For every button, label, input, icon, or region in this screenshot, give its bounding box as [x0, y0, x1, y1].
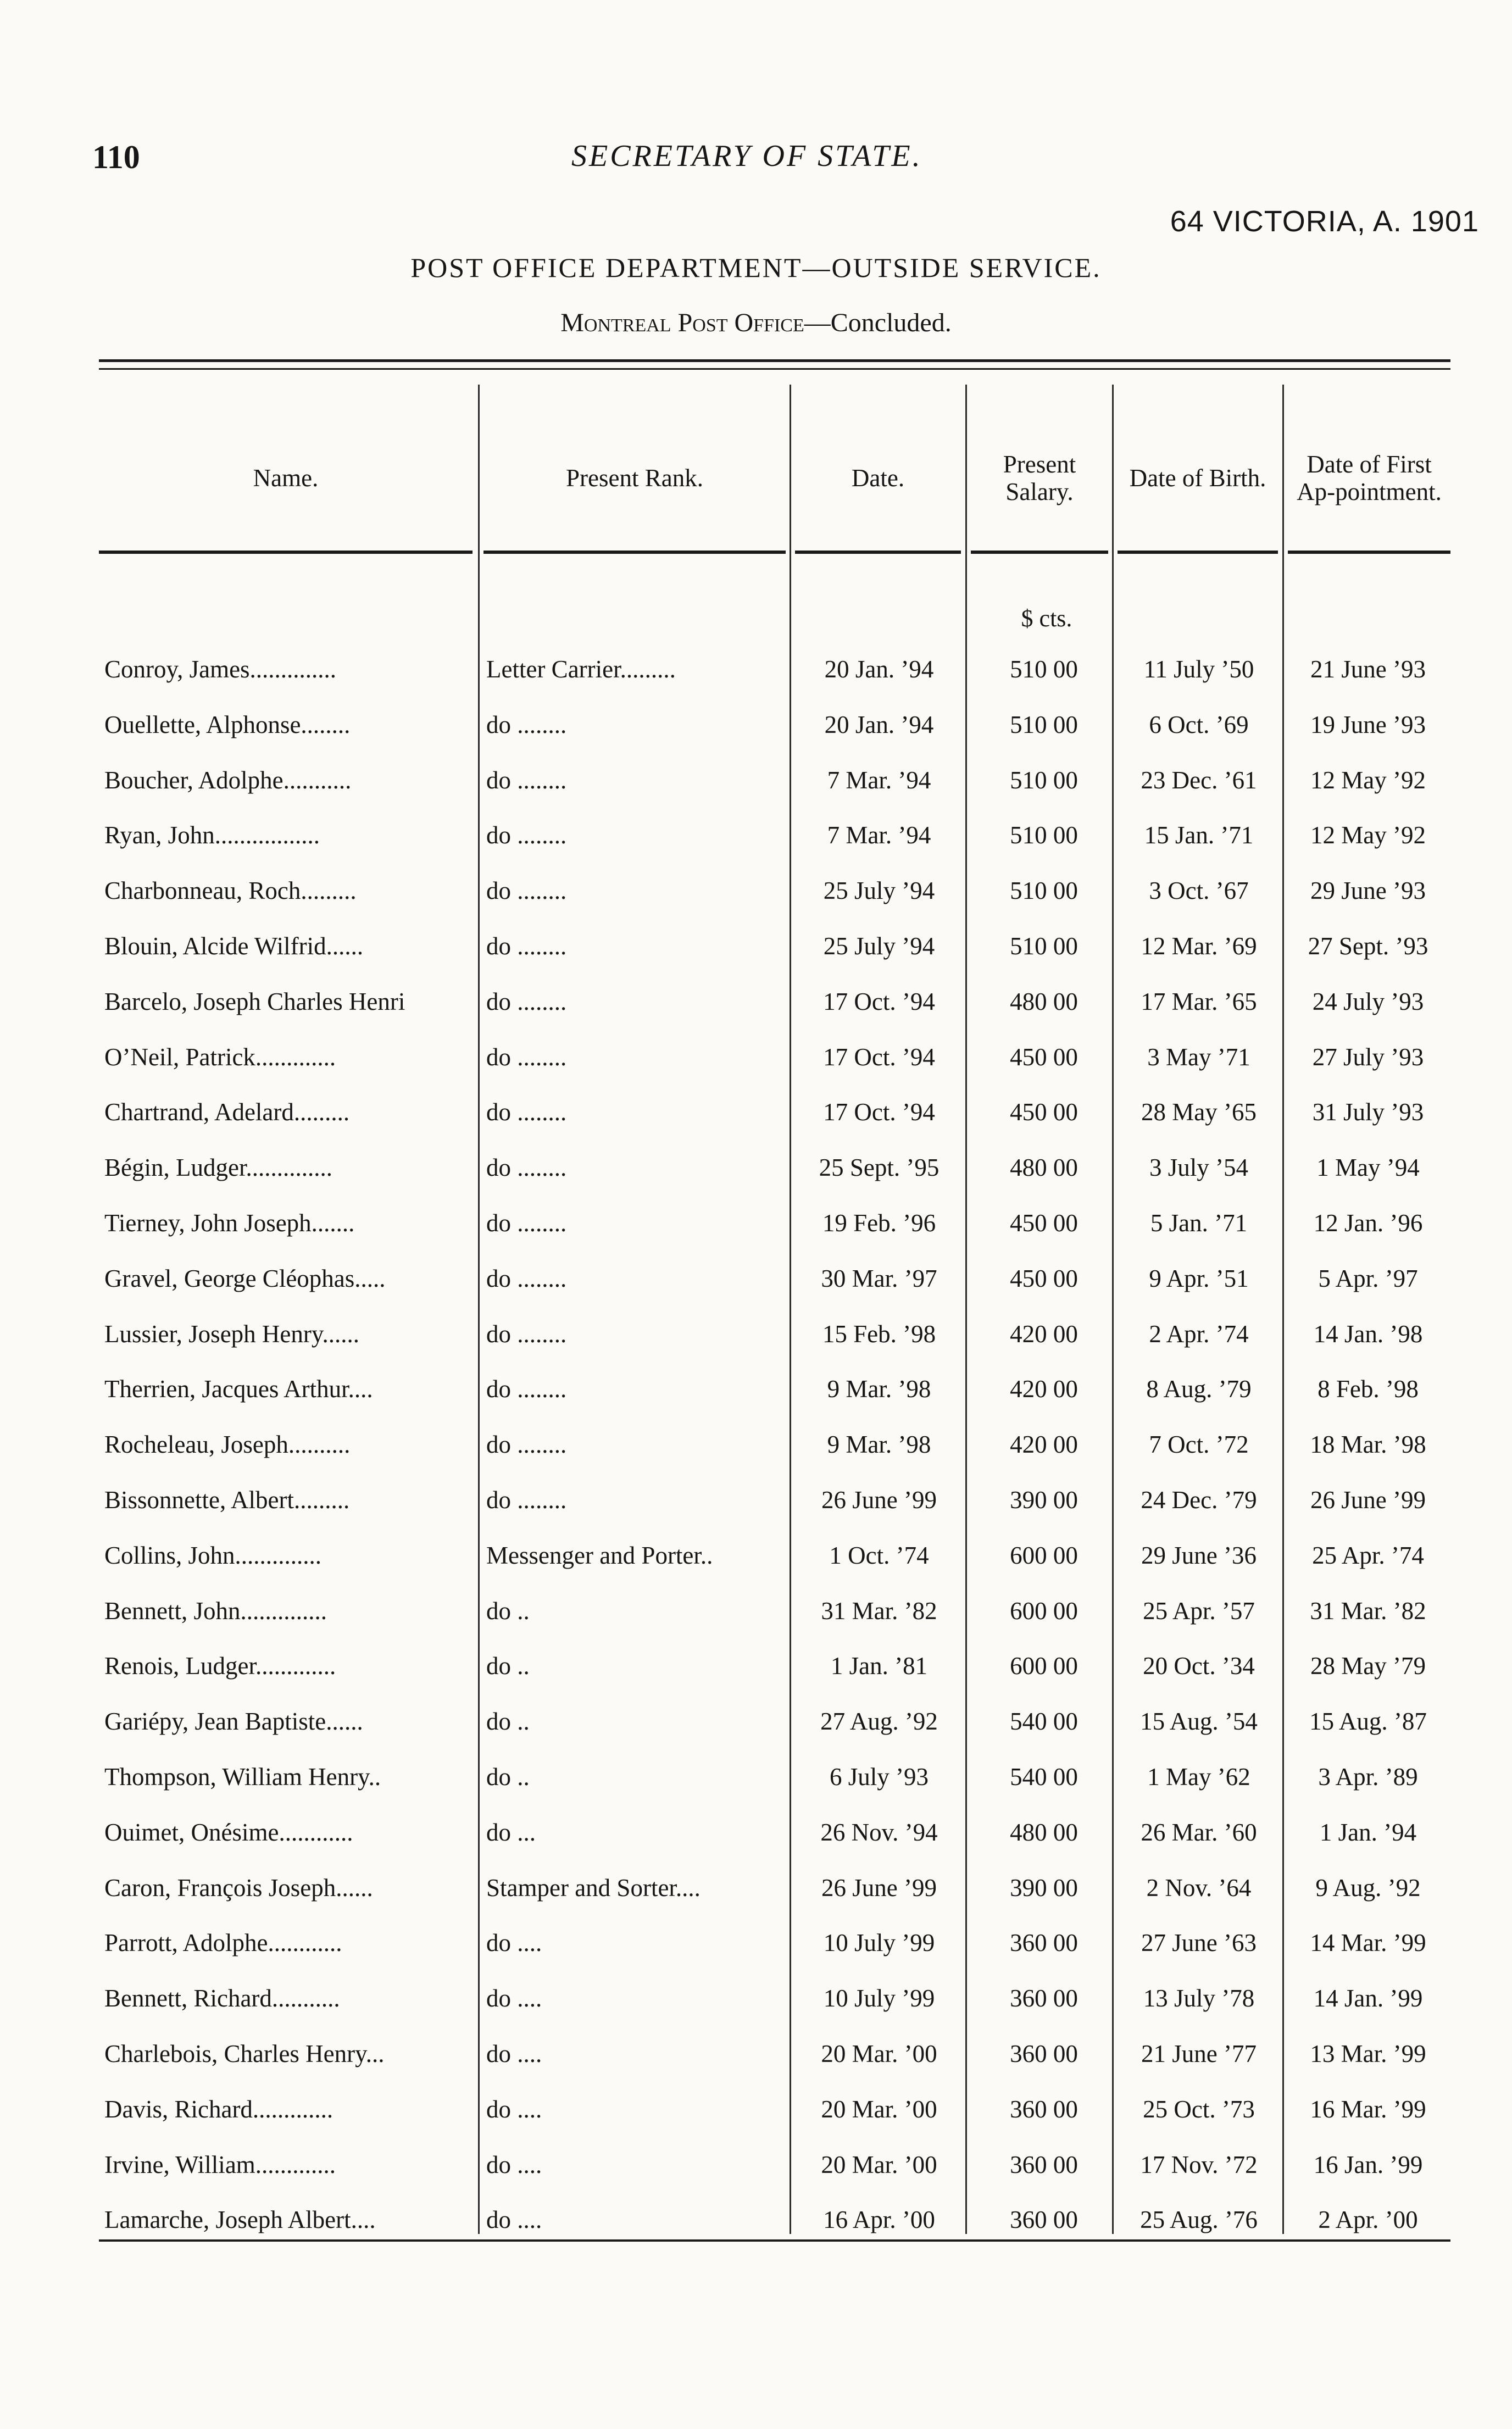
cell-rank: Letter Carrier......... — [486, 655, 676, 683]
cell-name: Bégin, Ludger.............. — [104, 1154, 332, 1182]
column-header-rank: Present Rank. — [566, 464, 703, 492]
cell-salary: 450 00 — [1010, 1209, 1078, 1237]
cell-name: Charlebois, Charles Henry... — [104, 2039, 385, 2067]
cell-salary: 510 00 — [1010, 710, 1078, 738]
table-row — [99, 1141, 1450, 1197]
cell-first: 24 July ’93 — [1312, 987, 1424, 1015]
cell-rank: do .... — [486, 1929, 542, 1957]
cell-salary: 390 00 — [1010, 1486, 1078, 1514]
table-row — [99, 1308, 1450, 1363]
cell-name: Gravel, George Cléophas..... — [104, 1264, 386, 1292]
cell-rank: do ........ — [486, 1209, 567, 1237]
cell-birth: 11 July ’50 — [1143, 655, 1254, 683]
cell-birth: 20 Oct. ’34 — [1143, 1652, 1255, 1680]
table-row — [99, 809, 1450, 864]
cell-salary: 540 00 — [1010, 1708, 1078, 1736]
header-separator — [971, 551, 1108, 554]
table-row — [99, 1363, 1450, 1418]
cell-date: 9 Mar. ’98 — [827, 1431, 931, 1459]
cell-name: O’Neil, Patrick............. — [104, 1043, 336, 1071]
cell-birth: 26 Mar. ’60 — [1141, 1818, 1257, 1846]
cell-name: Thompson, William Henry.. — [104, 1763, 381, 1791]
cell-birth: 17 Nov. ’72 — [1140, 2150, 1258, 2178]
cell-name: Ouimet, Onésime............ — [104, 1818, 353, 1846]
department-title: POST OFFICE DEPARTMENT—OUTSIDE SERVICE. — [410, 252, 1102, 283]
cell-date: 25 July ’94 — [823, 877, 935, 905]
cell-salary: 510 00 — [1010, 877, 1078, 905]
cell-date: 27 Aug. ’92 — [820, 1708, 938, 1736]
table-row — [99, 1806, 1450, 1861]
table-row — [99, 1750, 1450, 1806]
cell-name: Blouin, Alcide Wilfrid...... — [104, 932, 364, 960]
cell-salary: 480 00 — [1010, 1154, 1078, 1182]
cell-rank: do .... — [486, 2150, 542, 2178]
cell-birth: 2 Apr. ’74 — [1149, 1320, 1249, 1348]
cell-salary: 360 00 — [1010, 2095, 1078, 2123]
cell-date: 25 July ’94 — [823, 932, 935, 960]
cell-salary: 480 00 — [1010, 987, 1078, 1015]
cell-salary: 510 00 — [1010, 766, 1078, 794]
cell-rank: do ........ — [486, 932, 567, 960]
cell-birth: 9 Apr. ’51 — [1149, 1264, 1249, 1292]
cell-name: Conroy, James.............. — [104, 655, 337, 683]
cell-date: 20 Mar. ’00 — [821, 2150, 937, 2178]
cell-salary: 360 00 — [1010, 1929, 1078, 1957]
cell-name: Barcelo, Joseph Charles Henri — [104, 987, 405, 1015]
cell-first: 12 May ’92 — [1310, 766, 1426, 794]
cell-date: 31 Mar. ’82 — [821, 1597, 937, 1625]
cell-salary: 420 00 — [1010, 1320, 1078, 1348]
cell-date: 6 July ’93 — [830, 1763, 929, 1791]
cell-first: 14 Mar. ’99 — [1310, 1929, 1426, 1957]
cell-birth: 2 Nov. ’64 — [1146, 1874, 1252, 1902]
cell-birth: 21 June ’77 — [1141, 2039, 1257, 2067]
subtitle-concluded: —Concluded. — [804, 308, 952, 337]
cell-date: 20 Mar. ’00 — [821, 2095, 937, 2123]
cell-date: 17 Oct. ’94 — [823, 987, 935, 1015]
cell-rank: do ........ — [486, 710, 567, 738]
column-header-salary: Present Salary. — [1003, 450, 1076, 505]
cell-salary: 600 00 — [1010, 1652, 1078, 1680]
cell-rank: Messenger and Porter.. — [486, 1541, 713, 1569]
cell-name: Gariépy, Jean Baptiste...... — [104, 1708, 363, 1736]
cell-date: 17 Oct. ’94 — [823, 1043, 935, 1071]
cell-birth: 13 July ’78 — [1143, 1985, 1255, 2013]
table-bottom-rule — [99, 2239, 1450, 2242]
table-row — [99, 1585, 1450, 1640]
cell-first: 29 June ’93 — [1310, 877, 1426, 905]
cell-date: 7 Mar. ’94 — [827, 821, 931, 849]
table-row — [99, 1695, 1450, 1750]
staff-table — [99, 599, 1450, 2249]
cell-rank: do .... — [486, 2206, 542, 2234]
cell-name: Therrien, Jacques Arthur.... — [104, 1375, 373, 1403]
table-top-rule — [99, 359, 1450, 362]
cell-date: 7 Mar. ’94 — [827, 766, 931, 794]
table-row — [99, 1861, 1450, 1917]
subtitle — [0, 308, 1512, 338]
cell-date: 9 Mar. ’98 — [827, 1375, 931, 1403]
cell-name: Charbonneau, Roch......... — [104, 877, 357, 905]
session-label: 64 VICTORIA, A. 1901 — [1170, 205, 1479, 238]
cell-rank: do ........ — [486, 1431, 567, 1459]
cell-name: Rocheleau, Joseph.......... — [104, 1431, 351, 1459]
cell-first: 5 Apr. ’97 — [1318, 1264, 1418, 1292]
column-header-birth: Date of Birth. — [1129, 464, 1266, 492]
cell-name: Chartrand, Adelard......... — [104, 1098, 350, 1126]
cell-name: Parrott, Adolphe............ — [104, 1929, 342, 1957]
table-row — [99, 1197, 1450, 1252]
cell-name: Boucher, Adolphe........... — [104, 766, 352, 794]
cell-birth: 23 Dec. ’61 — [1141, 766, 1257, 794]
table-rows — [99, 643, 1450, 2249]
cell-first: 18 Mar. ’98 — [1310, 1431, 1426, 1459]
cell-rank: do ........ — [486, 1098, 567, 1126]
running-title: SECRETARY OF STATE. — [571, 139, 922, 173]
cell-birth: 15 Aug. ’54 — [1140, 1708, 1258, 1736]
cell-date: 25 Sept. ’95 — [819, 1154, 940, 1182]
table-row — [99, 1916, 1450, 1972]
table-top-rule-thin — [99, 368, 1450, 370]
cell-first: 13 Mar. ’99 — [1310, 2039, 1426, 2067]
cell-birth: 7 Oct. ’72 — [1149, 1431, 1249, 1459]
cell-first: 27 Sept. ’93 — [1308, 932, 1428, 960]
cell-rank: do ........ — [486, 877, 567, 905]
cell-date: 15 Feb. ’98 — [822, 1320, 936, 1348]
cell-first: 14 Jan. ’99 — [1313, 1985, 1423, 2013]
cell-salary: 420 00 — [1010, 1375, 1078, 1403]
cell-salary: 480 00 — [1010, 1818, 1078, 1846]
table-row — [99, 1031, 1450, 1086]
cell-rank: do .. — [486, 1597, 530, 1625]
cell-name: Ouellette, Alphonse........ — [104, 710, 351, 738]
cell-salary: 360 00 — [1010, 1985, 1078, 2013]
cell-first: 25 Apr. ’74 — [1312, 1541, 1424, 1569]
cell-first: 28 May ’79 — [1310, 1652, 1426, 1680]
table-row — [99, 643, 1450, 698]
cell-first: 8 Feb. ’98 — [1318, 1375, 1419, 1403]
cell-first: 27 July ’93 — [1312, 1043, 1424, 1071]
table-row — [99, 1972, 1450, 2027]
cell-birth: 8 Aug. ’79 — [1146, 1375, 1252, 1403]
cell-salary: 510 00 — [1010, 655, 1078, 683]
table-row — [99, 1418, 1450, 1474]
cell-first: 19 June ’93 — [1310, 710, 1426, 738]
header-separator — [1288, 551, 1450, 554]
header-separator — [795, 551, 961, 554]
cell-birth: 25 Apr. ’57 — [1143, 1597, 1255, 1625]
cell-rank: do ........ — [486, 1264, 567, 1292]
cell-rank: do .... — [486, 1985, 542, 2013]
cell-name: Lamarche, Joseph Albert.... — [104, 2206, 376, 2234]
cell-salary: 450 00 — [1010, 1098, 1078, 1126]
cell-rank: do .. — [486, 1708, 530, 1736]
cell-first: 1 Jan. ’94 — [1319, 1818, 1417, 1846]
cell-first: 3 Apr. ’89 — [1318, 1763, 1418, 1791]
cell-birth: 3 July ’54 — [1149, 1154, 1248, 1182]
cell-name: Tierney, John Joseph....... — [104, 1209, 355, 1237]
cell-date: 17 Oct. ’94 — [823, 1098, 935, 1126]
cell-birth: 3 May ’71 — [1147, 1043, 1250, 1071]
column-header-date: Date. — [851, 464, 905, 492]
cell-first: 21 June ’93 — [1310, 655, 1426, 683]
cell-salary: 390 00 — [1010, 1874, 1078, 1902]
table-row — [99, 754, 1450, 809]
cell-date: 20 Mar. ’00 — [821, 2039, 937, 2067]
cell-salary: 450 00 — [1010, 1264, 1078, 1292]
cell-name: Caron, François Joseph...... — [104, 1874, 373, 1902]
cell-first: 16 Mar. ’99 — [1310, 2095, 1426, 2123]
cell-first: 16 Jan. ’99 — [1313, 2150, 1423, 2178]
cell-first: 1 May ’94 — [1316, 1154, 1420, 1182]
cell-salary: 360 00 — [1010, 2150, 1078, 2178]
cell-rank: do ........ — [486, 766, 567, 794]
cell-rank: Stamper and Sorter.... — [486, 1874, 701, 1902]
cell-rank: do .... — [486, 2039, 542, 2067]
cell-birth: 1 May ’62 — [1147, 1763, 1250, 1791]
cell-birth: 3 Oct. ’67 — [1149, 877, 1249, 905]
subtitle-office: Montreal Post Office — [560, 308, 804, 337]
cell-first: 26 June ’99 — [1310, 1486, 1426, 1514]
table-row — [99, 1529, 1450, 1585]
cell-birth: 6 Oct. ’69 — [1149, 710, 1249, 738]
table-row — [99, 1474, 1450, 1529]
cell-rank: do .... — [486, 2095, 542, 2123]
table-row — [99, 1252, 1450, 1308]
cell-date: 26 Nov. ’94 — [820, 1818, 938, 1846]
cell-salary: 600 00 — [1010, 1541, 1078, 1569]
cell-birth: 25 Aug. ’76 — [1140, 2206, 1258, 2234]
cell-date: 19 Feb. ’96 — [822, 1209, 936, 1237]
units-row — [99, 599, 1450, 643]
cell-date: 16 Apr. ’00 — [823, 2206, 935, 2234]
cell-name: Ryan, John................. — [104, 821, 320, 849]
cell-first: 31 July ’93 — [1312, 1098, 1424, 1126]
cell-birth: 24 Dec. ’79 — [1141, 1486, 1257, 1514]
cell-salary: 360 00 — [1010, 2206, 1078, 2234]
column-header-name: Name. — [253, 464, 319, 492]
table-row — [99, 864, 1450, 920]
cell-date: 10 July ’99 — [823, 1985, 935, 2013]
column-header-first-appointment: Date of First Ap-pointment. — [1297, 450, 1442, 505]
cell-date: 1 Jan. ’81 — [830, 1652, 928, 1680]
cell-rank: do ........ — [486, 1486, 567, 1514]
table-row — [99, 2027, 1450, 2083]
cell-salary: 420 00 — [1010, 1431, 1078, 1459]
header-separator — [99, 551, 472, 554]
table-row — [99, 1639, 1450, 1695]
cell-first: 9 Aug. ’92 — [1315, 1874, 1421, 1902]
cell-birth: 5 Jan. ’71 — [1150, 1209, 1248, 1237]
cell-date: 30 Mar. ’97 — [821, 1264, 937, 1292]
cell-date: 26 June ’99 — [821, 1874, 937, 1902]
cell-name: Davis, Richard............. — [104, 2095, 333, 2123]
table-row — [99, 2083, 1450, 2138]
cell-date: 20 Jan. ’94 — [824, 655, 934, 683]
cell-rank: do ... — [486, 1818, 536, 1846]
cell-birth: 25 Oct. ’73 — [1143, 2095, 1255, 2123]
table-row — [99, 920, 1450, 975]
cell-name: Bissonnette, Albert......... — [104, 1486, 350, 1514]
cell-rank: do ........ — [486, 1320, 567, 1348]
cell-birth: 15 Jan. ’71 — [1144, 821, 1254, 849]
cell-date: 10 July ’99 — [823, 1929, 935, 1957]
cell-rank: do ........ — [486, 1154, 567, 1182]
cell-rank: do ........ — [486, 1375, 567, 1403]
cell-first: 31 Mar. ’82 — [1310, 1597, 1426, 1625]
cell-birth: 27 June ’63 — [1141, 1929, 1257, 1957]
cell-rank: do ........ — [486, 821, 567, 849]
cell-salary: 600 00 — [1010, 1597, 1078, 1625]
cell-name: Bennett, Richard........... — [104, 1985, 340, 2013]
cell-name: Lussier, Joseph Henry...... — [104, 1320, 359, 1348]
cell-first: 15 Aug. ’87 — [1309, 1708, 1427, 1736]
cell-name: Irvine, William............. — [104, 2150, 336, 2178]
cell-birth: 17 Mar. ’65 — [1141, 987, 1257, 1015]
table-row — [99, 1086, 1450, 1141]
cell-first: 14 Jan. ’98 — [1313, 1320, 1423, 1348]
cell-salary: 360 00 — [1010, 2039, 1078, 2067]
salary-unit: $ cts. — [1021, 605, 1072, 632]
cell-date: 1 Oct. ’74 — [829, 1541, 929, 1569]
cell-name: Renois, Ludger............. — [104, 1652, 336, 1680]
cell-first: 12 Jan. ’96 — [1313, 1209, 1423, 1237]
cell-date: 20 Jan. ’94 — [824, 710, 934, 738]
table-row — [99, 2138, 1450, 2194]
cell-birth: 29 June ’36 — [1141, 1541, 1257, 1569]
cell-birth: 28 May ’65 — [1141, 1098, 1257, 1126]
cell-first: 2 Apr. ’00 — [1318, 2206, 1418, 2234]
cell-name: Collins, John.............. — [104, 1541, 322, 1569]
cell-name: Bennett, John.............. — [104, 1597, 327, 1625]
header-separator — [483, 551, 786, 554]
header-separator — [1118, 551, 1278, 554]
cell-first: 12 May ’92 — [1310, 821, 1426, 849]
cell-salary: 450 00 — [1010, 1043, 1078, 1071]
cell-rank: do .. — [486, 1652, 530, 1680]
cell-rank: do ........ — [486, 1043, 567, 1071]
cell-rank: do ........ — [486, 987, 567, 1015]
cell-date: 26 June ’99 — [821, 1486, 937, 1514]
page-number: 110 — [92, 139, 140, 175]
table-row — [99, 698, 1450, 754]
table-row — [99, 975, 1450, 1031]
cell-salary: 510 00 — [1010, 932, 1078, 960]
cell-salary: 540 00 — [1010, 1763, 1078, 1791]
cell-birth: 12 Mar. ’69 — [1141, 932, 1257, 960]
cell-salary: 510 00 — [1010, 821, 1078, 849]
cell-rank: do .. — [486, 1763, 530, 1791]
